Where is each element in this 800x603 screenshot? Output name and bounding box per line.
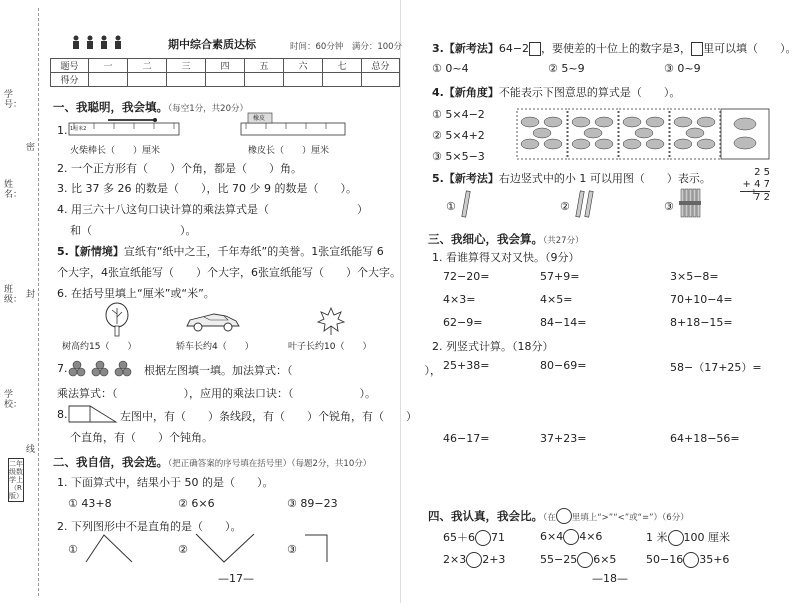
q1-caption-a: 火柴棒长（ ）厘米 xyxy=(70,146,161,156)
score-cell: 题号 xyxy=(51,59,89,73)
r-q5-text: 右边竖式中的小 1 可以用图（ ）表示。 xyxy=(498,172,711,185)
r-q5-tag: 5.【新考法】 xyxy=(432,172,499,185)
compare-left: 65＋6 xyxy=(443,531,475,544)
r-q5-option-3: ③ xyxy=(664,200,674,213)
exam-title: 期中综合素质达标 xyxy=(168,38,256,51)
compare-left: 6×4 xyxy=(540,530,564,543)
compare-circle-icon xyxy=(556,508,572,524)
r-q4-option-1: ① 5×4−2 xyxy=(432,108,485,121)
score-cell: 总分 xyxy=(362,59,400,73)
s2-q1-option-2: ② 6×6 xyxy=(178,497,215,510)
section-3-title: 三、我细心，我会算。 xyxy=(428,232,543,246)
compare-left: 55−25 xyxy=(540,553,578,566)
compare-right: 2+3 xyxy=(482,553,506,566)
section-4-note-a: （在 xyxy=(543,513,556,523)
time-info: 时间：60分钟 满分：100分 xyxy=(290,42,403,52)
q4-text-a: 4. 用三六十八这句口诀计算的乘法算式是（ ） xyxy=(57,203,368,216)
oral-item: 4×3= xyxy=(443,293,476,306)
column-calc-item: 80−69= xyxy=(540,359,587,372)
school-label: 学校： xyxy=(4,390,23,410)
q1-number: 1. xyxy=(57,124,68,137)
compare-answer-circle[interactable] xyxy=(563,529,579,545)
page-fold xyxy=(400,0,401,603)
q6-caption-c: 叶子长约10（ ） xyxy=(288,342,372,352)
r-q4-option-2: ② 5×4+2 xyxy=(432,129,485,142)
s2-q1-text: 1. 下面算式中，结果小于 50 的是（ ）。 xyxy=(57,476,274,489)
r-q3-text-b: ，要使差的十位上的数字是3， xyxy=(541,42,692,55)
leaf-groups-figure xyxy=(516,108,770,160)
s3-q2-text: 2. 列竖式计算。（18分） xyxy=(432,340,554,353)
compare-answer-circle[interactable] xyxy=(475,530,491,546)
q3-text: 3. 比 37 多 26 的数是（ ），比 70 少 9 的数是（ ）。 xyxy=(57,182,357,195)
oral-item: 72−20= xyxy=(443,270,490,283)
score-blank[interactable] xyxy=(206,73,245,87)
r-q3-tag: 3.【新考法】 xyxy=(432,42,499,55)
vertical-calculation xyxy=(740,167,770,204)
oral-item: 8+18−15= xyxy=(670,316,733,329)
answer-box[interactable] xyxy=(691,42,703,56)
r-q4-option-3: ③ 5×5−3 xyxy=(432,150,485,163)
compare-item xyxy=(646,529,730,546)
binding-margin xyxy=(0,0,40,603)
score-table xyxy=(50,58,400,87)
compare-right: 4×6 xyxy=(579,530,603,543)
s2-q1-option-1: ① 43+8 xyxy=(68,497,112,510)
column-calc-item: 37+23= xyxy=(540,432,587,445)
q8-text-b: 个直角，有（ ）个钝角。 xyxy=(70,431,213,444)
oral-item: 70+10−4= xyxy=(670,293,733,306)
r-q5-line xyxy=(432,170,711,186)
vertical-row-1: 2 5 xyxy=(754,167,770,178)
s2-q2-text: 2. 下列图形中不是直角的是（ ）。 xyxy=(57,520,242,533)
compare-right: 71 xyxy=(491,531,505,544)
s3-q1-text: 1. 看谁算得又对又快。（9分） xyxy=(432,251,580,264)
r-q3-option-1: ① 0~4 xyxy=(432,62,469,75)
section-1-note: （每空1分，共20分） xyxy=(168,104,248,114)
oral-item: 57+9= xyxy=(540,270,580,283)
oral-item: 3×5−8= xyxy=(670,270,719,283)
r-q3-option-3: ③ 0~9 xyxy=(664,62,701,75)
section-2-note: （把正确答案的序号填在括号里）（每题2分，共10分） xyxy=(168,459,372,469)
score-cell: 六 xyxy=(284,59,323,73)
q8-number: 8. xyxy=(57,408,68,421)
compare-item xyxy=(646,552,729,568)
ruler-label: 1厘米2 xyxy=(70,126,87,132)
compare-left: 2×3 xyxy=(443,553,467,566)
q6-caption-a: 树高约15（ ） xyxy=(62,342,137,352)
q6-text: 6. 在括号里填上“厘米”或“米”。 xyxy=(57,287,215,300)
r-q3-text-a: 64−2 xyxy=(498,42,530,55)
left-page-number: —17— xyxy=(218,572,254,585)
reading-kids-icon xyxy=(70,34,128,52)
score-blank[interactable] xyxy=(362,73,400,87)
score-cell: 二 xyxy=(128,59,167,73)
score-blank[interactable] xyxy=(323,73,362,87)
column-calc-item: 64+18−56= xyxy=(670,432,740,445)
s2-q2-option-1: ① xyxy=(68,543,78,556)
compare-item xyxy=(443,552,505,568)
decorative-logo xyxy=(70,34,128,52)
section-2-heading xyxy=(53,451,371,470)
oral-item: 62−9= xyxy=(443,316,483,329)
q7-text-a: 根据左图填一填。加法算式：（ ）， xyxy=(144,364,441,377)
score-cell: 一 xyxy=(89,59,128,73)
single-stick-icon xyxy=(458,190,474,218)
seal-char-2: 封 xyxy=(26,290,36,300)
section-3-heading xyxy=(428,228,584,247)
section-4-heading xyxy=(428,505,689,524)
compare-right: 35+6 xyxy=(699,553,730,566)
q5-text-a: 宣纸有“纸中之王，千年寿纸”的美誉。1张宣纸能写 6 xyxy=(123,245,384,258)
r-q3-text-c: 里可以填（ ）。 xyxy=(703,42,797,55)
score-header-row xyxy=(51,59,400,73)
car-icon xyxy=(184,310,242,334)
section-1-heading xyxy=(53,96,248,115)
right-page-number: —18— xyxy=(592,572,628,585)
oral-item: 4×5= xyxy=(540,293,573,306)
vertical-carry: 1 xyxy=(752,189,756,196)
maple-leaf-icon xyxy=(316,306,346,336)
score-blank[interactable] xyxy=(128,73,167,87)
compare-item xyxy=(540,529,602,545)
section-3-note: （共27分） xyxy=(543,236,584,246)
column-calc-item: 25+38= xyxy=(443,359,490,372)
counter-groups-figure xyxy=(68,360,142,378)
compare-answer-circle[interactable] xyxy=(683,552,699,568)
name-label: 姓名： xyxy=(4,180,23,200)
r-q4-text: 不能表示下图意思的算式是（ ）。 xyxy=(498,86,681,99)
q5-text-b: 个大字，4张宣纸能写（ ）个大字，6张宣纸能写（ ）个大字。 xyxy=(57,266,401,279)
section-4-note-b: 里填上“>”“<”或“=”）（6分） xyxy=(571,513,689,523)
section-2-title: 二、我自信，我会选。 xyxy=(53,455,168,469)
s2-q2-option-3: ③ xyxy=(287,543,297,556)
ruler-match-figure xyxy=(68,114,180,136)
compare-answer-circle[interactable] xyxy=(466,552,482,568)
column-calc-item: 46−17= xyxy=(443,432,490,445)
r-q3-option-2: ② 5~9 xyxy=(548,62,585,75)
eraser-label: 橡皮 xyxy=(253,115,266,122)
angle-figure-3 xyxy=(303,532,333,564)
score-cell: 得分 xyxy=(51,73,89,87)
seal-line xyxy=(38,8,39,596)
score-value-row xyxy=(51,73,400,87)
book-label: 二年级数学上（R版） xyxy=(9,460,23,500)
score-cell: 五 xyxy=(245,59,284,73)
compare-left: 1 米 xyxy=(646,531,668,544)
r-q4-line xyxy=(432,84,680,100)
q7-number: 7. xyxy=(57,362,68,375)
student-no-label: 学号： xyxy=(4,90,23,110)
tree-icon xyxy=(104,302,130,338)
angle-figure-2 xyxy=(194,532,256,564)
score-cell: 三 xyxy=(167,59,206,73)
q8-text-a: 左图中，有（ ）条线段，有（ ）个锐角，有（ ） xyxy=(120,410,417,423)
q5-line-a xyxy=(57,243,384,259)
two-sticks-icon xyxy=(574,190,596,218)
score-blank[interactable] xyxy=(167,73,206,87)
s2-q2-option-2: ② xyxy=(178,543,188,556)
oral-item: 84−14= xyxy=(540,316,587,329)
answer-box[interactable] xyxy=(529,42,541,56)
q6-caption-b: 轿车长约4（ ） xyxy=(176,342,254,352)
q4-text-b: 和（ ）。 xyxy=(70,224,197,237)
column-calc-item: 58−（17+25）= xyxy=(670,361,762,374)
score-cell: 四 xyxy=(206,59,245,73)
compare-left: 50−16 xyxy=(646,553,684,566)
shape-figure xyxy=(68,404,118,424)
seal-char-3: 线 xyxy=(26,445,36,455)
q2-text: 2. 一个正方形有（ ）个角，都是（ ）角。 xyxy=(57,162,302,175)
seal-char-1: 密 xyxy=(26,143,36,153)
q1-caption-b: 橡皮长（ ）厘米 xyxy=(248,146,330,156)
compare-answer-circle[interactable] xyxy=(668,530,684,546)
s2-q1-option-3: ③ 89−23 xyxy=(287,497,338,510)
angle-figure-1 xyxy=(84,532,134,564)
score-cell: 七 xyxy=(323,59,362,73)
ruler-eraser-figure xyxy=(240,112,346,136)
r-q4-tag: 4.【新角度】 xyxy=(432,86,499,99)
section-1-title: 一、我聪明，我会填。 xyxy=(53,100,168,114)
section-4-title: 四、我认真，我会比。 xyxy=(428,509,543,523)
score-blank[interactable] xyxy=(245,73,284,87)
compare-answer-circle[interactable] xyxy=(577,552,593,568)
score-blank[interactable] xyxy=(89,73,128,87)
score-blank[interactable] xyxy=(284,73,323,87)
compare-right: 100 厘米 xyxy=(683,531,730,544)
r-q5-option-2: ② xyxy=(560,200,570,213)
compare-item xyxy=(443,529,505,546)
vertical-row-2: + 4 7 xyxy=(740,179,770,192)
vertical-row-3: 7 2 xyxy=(754,192,770,203)
compare-right: 6×5 xyxy=(593,553,617,566)
q7-text-b: 乘法算式：（ ），应用的乘法口诀：（ ）。 xyxy=(57,387,376,400)
class-label: 班级： xyxy=(4,285,23,305)
r-q5-option-1: ① xyxy=(446,200,456,213)
stick-bundle-icon xyxy=(678,188,702,218)
compare-item xyxy=(540,552,616,568)
q5-tag: 5.【新情境】 xyxy=(57,245,124,258)
r-q3-line xyxy=(432,40,797,56)
